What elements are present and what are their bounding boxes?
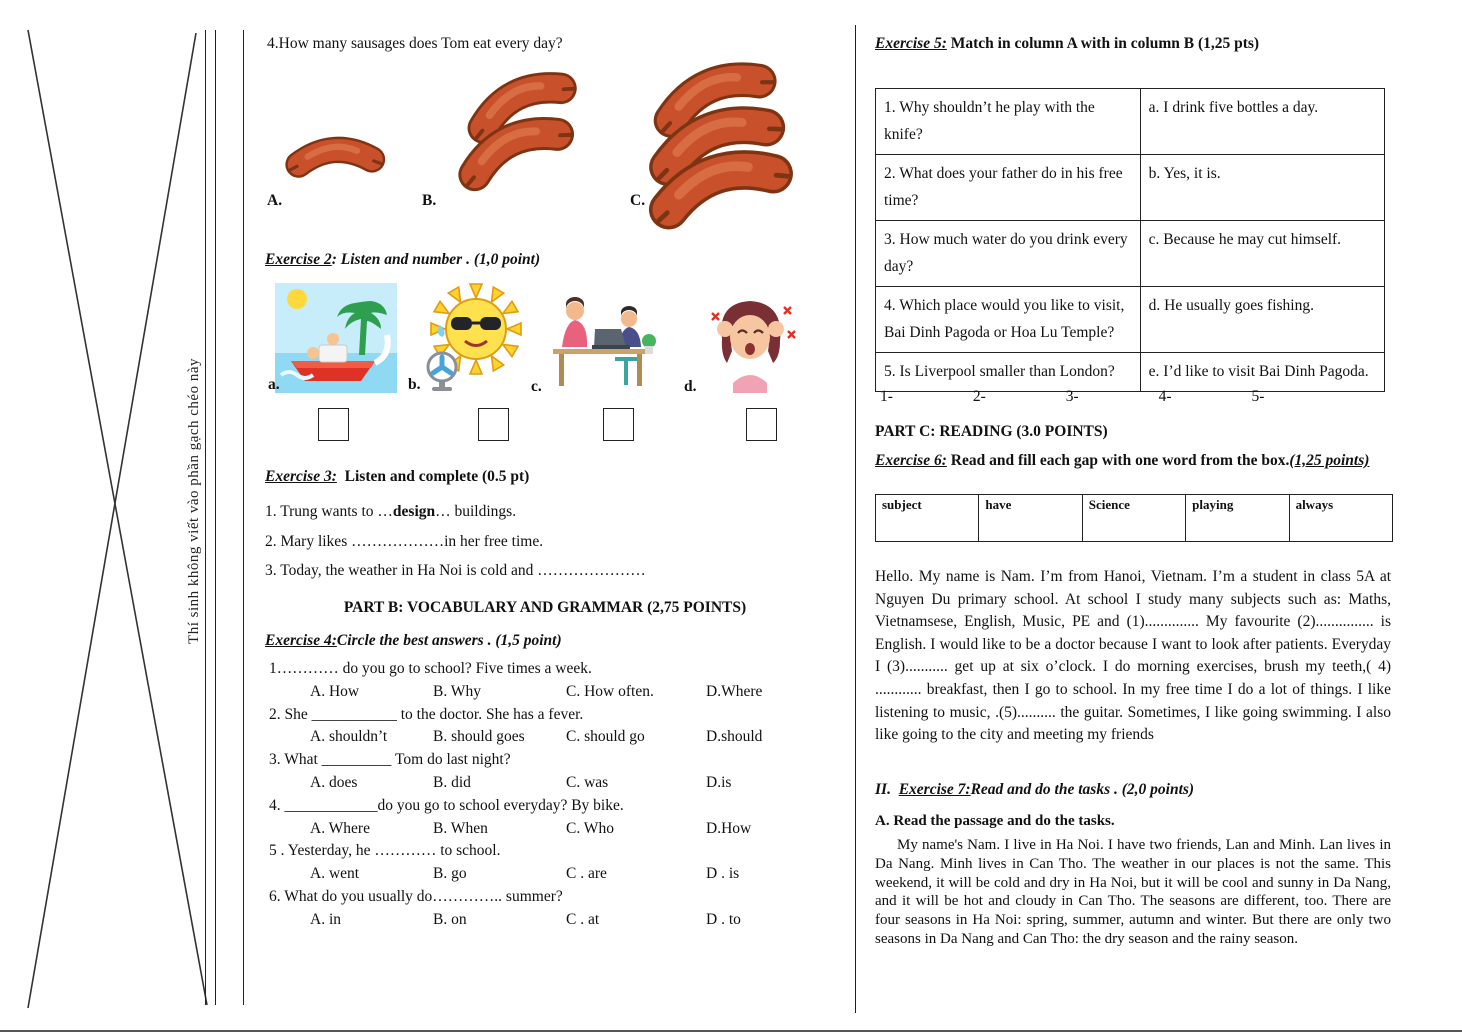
exercise-6-subtitle: Read and fill each gap with one word from the box.	[946, 452, 1290, 469]
ex4-question-6: 6. What do you usually do………….. summer? A. in B. on C . at D . to	[265, 886, 813, 932]
ex4-q1-option-b: B. Why	[433, 682, 481, 700]
ex4-q6-option-a: A. in	[310, 910, 341, 928]
exercise-7-prefix: II.	[875, 781, 899, 798]
exercise-4-questions	[265, 658, 813, 932]
answer-box-a	[318, 408, 349, 441]
exercise-7-subtitle: Read and do the tasks . (2,0 points)	[970, 781, 1195, 798]
exercise-6-points: (1,25 points)	[1289, 452, 1370, 469]
ex4-q2-option-b: B. should goes	[433, 728, 525, 746]
exercise-5-subtitle: Match in column A with in column B (1,25 pts)	[946, 35, 1260, 52]
word-box-cell: have	[979, 495, 1082, 542]
ex4-question-3: 3. What _________ Tom do last night? A. does B. did C. was D.is	[265, 749, 813, 795]
picture-a-label: a.	[268, 376, 280, 393]
exercise-6-passage: Hello. My name is Nam. I’m from Hanoi, Vietnam. I’m a student in class 5A at Nguyen Du primary school. At school I study many subjects such as: Maths, Vietnamsese, English, Music, PE and (1).............. My favourite (2)............... is English. I would like to be a doctor because I want to look after patients. Everyday I (3)........... get up at six o’clock. I do morning exercises, brush my teeth,( 4) ............ breakfast, then I go to school. In my free time I do a lot of things. I like listening to music, .(5).......... the guitar. Sometimes, I like going swimming. I also like going to the city and meeting my friends	[875, 568, 1391, 744]
ex4-q2-option-c: C. should go	[566, 728, 645, 746]
column-b-cell: a. I drink five bottles a day.	[1140, 89, 1384, 155]
headache-girl-image	[700, 283, 800, 393]
exercise-3-item-1: 1. Trung wants to …design… buildings.	[265, 503, 517, 520]
picture-c-label: c.	[531, 378, 542, 395]
table-row	[876, 89, 1385, 155]
exercise-3-subtitle: Listen and complete (0.5 pt)	[336, 468, 530, 485]
column-b-cell: e. I’d like to visit Bai Dinh Pagoda.	[1140, 353, 1384, 392]
option-c-label: C.	[630, 192, 646, 209]
table-row	[876, 353, 1385, 392]
boat-trip-image	[275, 283, 397, 393]
page-bottom-rule	[0, 1030, 1462, 1032]
ex4-q1-option-a: A. How	[310, 682, 360, 700]
exercise-5-heading	[875, 35, 1259, 53]
office-work-image	[545, 285, 657, 391]
exercise-2-title: Exercise 2	[265, 251, 332, 268]
column-a-cell: 5. Is Liverpool smaller than London?	[876, 353, 1141, 392]
table-row	[876, 221, 1385, 287]
word-box	[875, 494, 1393, 542]
exercise-3-title: Exercise 3:	[265, 468, 337, 485]
option-b-label: B.	[422, 192, 437, 209]
content-left-rule	[243, 30, 244, 1005]
exercise-4-title: Exercise 4:	[265, 632, 337, 649]
column-b-cell: c. Because he may cut himself.	[1140, 221, 1384, 287]
ex4-q5-option-c: C . are	[566, 865, 607, 883]
column-a-cell: 4. Which place would you like to visit, Bai Dinh Pagoda or Hoa Lu Temple?	[876, 287, 1141, 353]
exercise-2-subtitle: : Listen and number . (1,0 point)	[331, 251, 541, 268]
column-b-cell: d. He usually goes fishing.	[1140, 287, 1384, 353]
ex4-q4-option-c: C. Who	[566, 819, 614, 837]
question-4-text: 4.How many sausages does Tom eat every day?	[267, 35, 563, 52]
ex4-q4-option-b: B. When	[433, 819, 488, 837]
margin-rule-2	[215, 30, 216, 1005]
exercise-4-heading	[265, 632, 562, 650]
ex4-q3-option-d: D.is	[706, 773, 732, 791]
margin-note: Thí sinh không viết vào phần gạch chéo này	[186, 358, 202, 644]
exercise-4-subtitle: Circle the best answers . (1,5 point)	[336, 632, 562, 649]
hot-sun-fan-image	[420, 283, 526, 391]
ex4-q1-option-c: C. How often.	[566, 682, 654, 700]
exercise-2-heading	[265, 251, 540, 269]
ex4-question-2: 2. She ___________ to the doctor. She has a fever. A. shouldn’t B. should goes C. should go D.should	[265, 704, 813, 750]
answer-blank-4: 4-	[1158, 388, 1172, 405]
part-c-heading: PART C: READING (3.0 POINTS)	[875, 423, 1108, 440]
exercise-3-item-2: 2. Mary likes ………………in her free time.	[265, 532, 544, 550]
table-row	[876, 155, 1385, 221]
ex4-q4-option-a: A. Where	[310, 819, 370, 837]
option-a-label: A.	[267, 192, 283, 209]
exercise-5-title: Exercise 5:	[875, 35, 947, 52]
picture-d-label: d.	[684, 378, 697, 395]
ex4-q5-option-b: B. go	[433, 865, 467, 883]
sausage-option-b-image	[450, 72, 585, 184]
ex4-question-5: 5 . Yesterday, he ………… to school. A. went B. go C . are D . is	[265, 840, 813, 886]
ex4-q5-option-d: D . is	[706, 865, 740, 883]
picture-b-label: b.	[408, 376, 421, 393]
ex4-q1-option-d: D.Where	[706, 682, 763, 700]
answer-box-c	[603, 408, 634, 441]
exercise-7-heading	[875, 781, 1194, 799]
ex4-q2-option-a: A. shouldn’t	[310, 728, 388, 746]
column-a-cell: 1. Why shouldn’t he play with the knife?	[876, 89, 1141, 155]
exercise-3-items	[265, 497, 646, 586]
answer-blank-3: 3-	[1065, 388, 1079, 405]
part-b-heading: PART B: VOCABULARY AND GRAMMAR (2,75 POINTS)	[343, 599, 747, 616]
ex4-q6-option-b: B. on	[433, 910, 467, 928]
exercise-6-heading	[875, 450, 1393, 472]
word-box-cell: Science	[1082, 495, 1185, 542]
diagonal-cross	[0, 0, 250, 1034]
answer-blank-2: 2-	[972, 388, 986, 405]
sausage-option-c-image	[635, 62, 795, 212]
ex4-q3-option-b: B. did	[433, 773, 471, 791]
exercise-3-item-3: 3. Today, the weather in Ha Noi is cold and …………………	[265, 562, 646, 579]
ex4-question-4: 4. ____________do you go to school everyday? By bike. A. Where B. When C. Who D.How	[265, 795, 813, 841]
ex4-q2-option-d: D.should	[706, 728, 763, 746]
ex4-q4-option-d: D.How	[706, 819, 752, 837]
ex4-question-1: 1………… do you go to school? Five times a week. A. How B. Why C. How often. D.Where	[265, 658, 813, 704]
task-a-heading: A. Read the passage and do the tasks.	[875, 813, 1115, 829]
column-divider	[855, 25, 856, 1013]
exercise-7-title: Exercise 7:	[898, 781, 971, 798]
word-box-cell: playing	[1186, 495, 1289, 542]
table-row	[876, 287, 1385, 353]
column-a-cell: 3. How much water do you drink every day?	[876, 221, 1141, 287]
answer-box-d	[746, 408, 777, 441]
ex4-q3-option-a: A. does	[310, 773, 358, 791]
answer-blank-1: 1-	[880, 388, 893, 405]
ex4-q3-option-c: C. was	[566, 773, 609, 791]
word-box-cell: subject	[876, 495, 979, 542]
ex4-q5-option-a: A. went	[310, 865, 360, 883]
margin-rule-1	[205, 30, 206, 1005]
column-a-cell: 2. What does your father do in his free time?	[876, 155, 1141, 221]
answer-blank-5: 5-	[1251, 388, 1265, 405]
ex4-q6-option-c: C . at	[566, 910, 600, 928]
column-b-cell: b. Yes, it is.	[1140, 155, 1384, 221]
word-box-cell: always	[1289, 495, 1392, 542]
matching-table	[875, 88, 1385, 392]
exercise-3-heading	[265, 468, 529, 486]
ex4-q6-option-d: D . to	[706, 910, 741, 928]
sausage-option-a-image	[285, 130, 385, 182]
matching-answer-blanks	[880, 388, 1341, 406]
exercise-7-passage: My name's Nam. I live in Ha Noi. I have two friends, Lan and Minh. Lan lives in Da Nang. Minh lives in Can Tho. The weather in our places is not the same. This weekend, it will be cold and dry in Ha Noi, but it will be cool and sunny in Da Nang, and it will be hot and cloudy in Can Tho. The seasons are different, too. There are four seasons in Ha Noi: spring, summer, autumn and winter. But there are only two seasons in Da Nang and Can Tho: the dry season and the rainy season.	[875, 837, 1391, 947]
exercise-6-title: Exercise 6:	[875, 452, 947, 469]
answer-box-b	[478, 408, 509, 441]
